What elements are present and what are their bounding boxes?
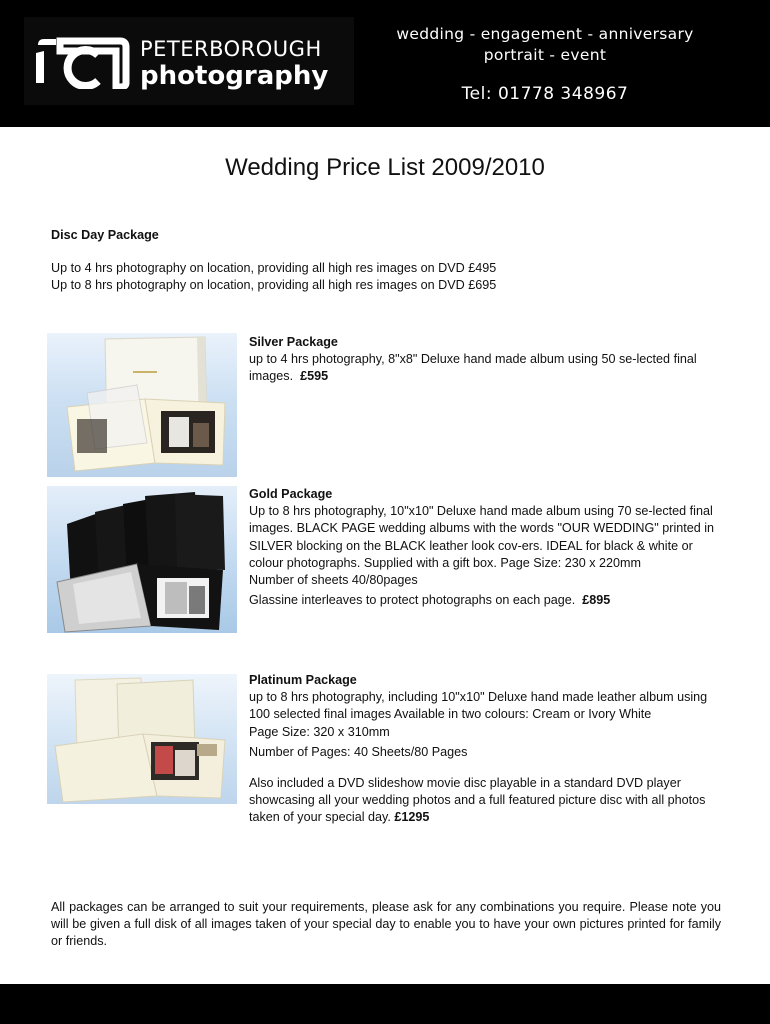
brand-subtitle: photography xyxy=(140,61,329,91)
silver-album-photo xyxy=(47,333,237,477)
footer-bar xyxy=(0,984,770,1024)
platinum-page-size: Page Size: 320 x 310mm xyxy=(249,724,390,739)
silver-package xyxy=(249,334,719,386)
disc-day-option-2: Up to 8 hrs photography on location, providing all high res images on DVD £695 xyxy=(51,278,497,292)
footer-note: All packages can be arranged to suit your requirements, please ask for any combinations you require. Please note you will be given a full disk of all images taken of your special day to enable you to have your own pictures printed for family or friends. xyxy=(51,900,721,949)
phone-number: Tel: 01778 348967 xyxy=(461,84,629,104)
brand-name: PETERBOROUGH xyxy=(140,37,322,61)
tagline-line-1: wedding - engagement - anniversary xyxy=(396,25,694,43)
disc-day-option-1: Up to 4 hrs photography on location, providing all high res images on DVD £495 xyxy=(51,261,497,275)
platinum-dvd: Also included a DVD slideshow movie disc playable in a standard DVD player showcasing all your wedding photos and a full featured picture disc with all photos taken of your special day. xyxy=(249,776,706,825)
disc-day-heading: Disc Day Package xyxy=(51,228,159,242)
platinum-price: £1295 xyxy=(394,810,430,825)
gold-package xyxy=(249,486,719,609)
gold-price: £895 xyxy=(582,593,611,608)
gold-album-photo xyxy=(47,486,237,633)
silver-price: £595 xyxy=(300,369,329,384)
gold-description: Up to 8 hrs photography, 10"x10" Deluxe hand made album using 70 se-lected final images. BLACK PAGE wedding albums with the words "OUR WEDDING" printed in SILVER blocking on the BLACK leather look cov-ers. IDEAL for black & white or colour photographs. Supplied with a gift box. Page Size: 230 x 220mm xyxy=(249,504,715,570)
silver-heading: Silver Package xyxy=(249,335,338,349)
platinum-album-photo xyxy=(47,674,237,804)
silver-description: up to 4 hrs photography, 8"x8" Deluxe hand made album using 50 se-lected final images. xyxy=(249,352,697,384)
gold-glassine: Glassine interleaves to protect photographs on each page. xyxy=(249,593,576,608)
platinum-package xyxy=(249,672,719,827)
page-title: Wedding Price List 2009/2010 xyxy=(225,154,545,181)
platinum-description: up to 8 hrs photography, including 10"x10" Deluxe hand made leather album using 100 selected final images Available in two colours: Cream or Ivory White xyxy=(249,690,708,722)
gold-heading: Gold Package xyxy=(249,487,333,501)
header-banner xyxy=(0,0,770,127)
platinum-pages: Number of Pages: 40 Sheets/80 Pages xyxy=(249,744,468,759)
gold-sheets: Number of sheets 40/80pages xyxy=(249,573,418,588)
platinum-heading: Platinum Package xyxy=(249,673,357,687)
platinum-dvd-line xyxy=(249,775,719,827)
gold-glassine-line xyxy=(249,592,719,609)
brand-logo xyxy=(24,17,354,105)
services-tagline xyxy=(380,24,710,66)
camera-logo-icon xyxy=(30,33,130,89)
tagline-line-2: portrait - event xyxy=(483,46,607,64)
